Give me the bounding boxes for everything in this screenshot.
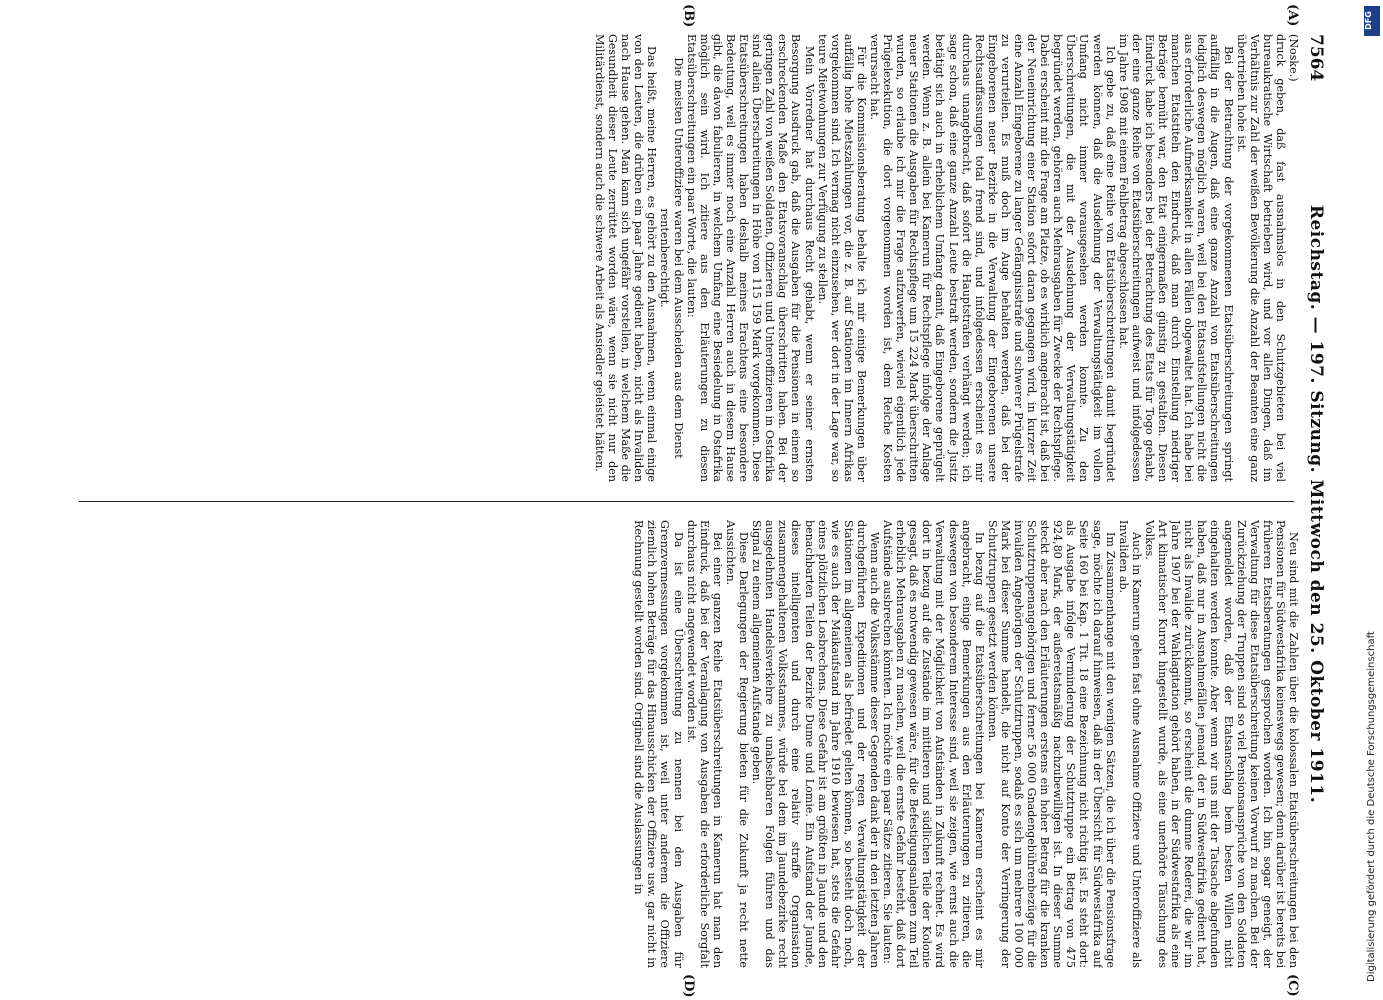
quotation: Die meisten Unteroffiziere waren bei dem Ausscheiden aus dem Dienst rentenberechtigt. [658, 57, 685, 459]
paragraph: Bei der Betrachtung der vorgekommenen Etatsüberschreitungen springt auffällig in die Augen, daß eine ganze Anzahl von Etatsüberschreitungen lediglich deswegen möglich waren, weil bei den Etatsaufstellungen nicht die aus erforderliche Aufmerksamkeit in allen Fällen obgewaltet hat. Ich habe bei manchen Etatstiteln den Eindruck, daß man durch Einstellung niedriger Beträge bemüht war, den Etat einigermaßen günstig zu gestalten. Diesen Eindruck habe ich besonders bei der Betrachtung des Etats für Togo gehabt, der eine ganze Reihe von Etatsüberschreitungen aufweist und infolgedessen im Jahre 1908 mit einem Fehlbetrag abgeschlossen hat. [1116, 34, 1235, 482]
margin-mark-d: (D) [681, 974, 696, 998]
paragraph: Mein Vorredner hat durchaus Recht gehabt, wenn er seiner ernsten Besorgung Ausdruck gab, daß die Ausgaben für die Pensionen in einem so erschreckenden Maße den Etatsvoranschlag überschritten haben. Bei der geringen Zahl von weißen Soldaten, Offizieren und Unteroffizieren in Ostafrika sind allein Überschreitungen in Höhe von 115 159 Mark vorgekommen. Diese Etatsüberschreitungen haben deshalb meines Erachtens eine besondere Bedeutung, weil es immer noch eine Anzahl Herren auch in diesem Hause gibt, die davon fabulieren, in welchem Umfang eine Besiedelung in Ostafrika möglich sein wird. Ich zitiere aus den Erläuterungen zu diesen Etatsüberschreitungen ein paar Worte, die lauten: [684, 34, 816, 482]
paragraph: druck geben, daß fast ausnahmslos in den Schutzgebieten bei viel bureaukratische Wirtschaft betrieben wird, und vor allen Dingen, daß im Verhältnis zur Zahl der weißen Bevölkerung die Anzahl der Beamten eine ganz übertrieben hohe ist. [1234, 34, 1287, 482]
paragraph: Bei einer ganzen Reihe Etatsüberschreitungen in Kamerun hat man den Eindruck, daß bei der Veranlagung von Ausgaben die erforderliche Sorgfalt durchaus nicht angewendet worden ist. [684, 520, 724, 968]
quotation: Wenn auch die Volksstämme dieser Gegenden dank der in den letzten Jahren durchgeführten Expeditionen und der regen Verwaltungstätigkeit der Stationen im allgemeinen als befriedet gelten können, so besteht doch noch, wie es auch der Maikaufstand im Jahre 1910 bewiesen hat, stets die Gefahr eines plötzlichen Losbrechens. Diese Gefahr ist am größten in Jaunde und den benachbarten Teilen der Bezirke Dume und Lomie. Ein Aufstand der Jaunde, dieses intelligenten und durch eine relativ straffe Organisation zusammengehaltenen Volksstammes, würde bei dem im Jaundebezirke recht ausgedehnten Handelsverkehre zu unabsehbaren Folgen führen und das Signal zu einem allgemeinen Aufstande geben. [750, 520, 881, 968]
left-column [70, 34, 1300, 482]
paragraph: Auch in Kamerun gehen fast ohne Ausnahme Offiziere und Unteroffiziere als Invaliden ab. [1116, 520, 1143, 968]
speaker-name: (Noske.) [1287, 34, 1300, 82]
dfg-logo: DFG [1364, 6, 1380, 36]
column-divider [79, 501, 1294, 502]
paragraph: Im Zusammenhange mit den wenigen Sätzen, die ich über die Pensionsfrage sage, möchte ich darauf hinweisen, daß in der Übersicht für Südwestafrika auf Seite 160 bei Kap. 1 Tit. 18 eine Bezeichnung nicht richtig ist. Es steht dort: als Ausgabe infolge Verminderung der Schutztruppe ein Betrag von 475 924,80 Mark, der außeretatsmäßig nachzubewilligen ist. In dieser Summe steckt aber nach den Erläuterungen erstens ein hoher Betrag für die kranken Schutztruppenangehörigen und ferner 56 000 Gnadengebührenbezüge für die invaliden Angehörigen der Schutztruppen, sodaß es sich um mehrere 100 000 Mark bei dieser Summe handelt, die nicht auf Konto der Verringerung der Schutztruppen gesetzt werden können. [985, 520, 1117, 968]
paragraph: Diese Darlegungen der Regierung bieten für die Zukunft ja recht nette Aussichten. [723, 520, 751, 968]
margin-mark-a: (A) [1285, 4, 1300, 27]
paragraph: Das heißt, meine Herren, es gehört zu den Ausnahmen, wenn einmal einige von den Leuten, die drüben ein paar Jahre gedient haben, nicht als Invaliden nach Hause gehen. Man kann sich ungefähr vorstellen, in welchem Maße die Gesundheit dieser Leute zerrüttet worden wäre, wenn sie nicht nur den Militärdienst, sondern auch die schwere Arbeit als Ansiedler geleistet hätten. [593, 34, 659, 482]
page-number: 7564 [1306, 34, 1326, 82]
dfg-credit-text: Digitalisierung gefördert durch die Deutsche Forschungsgemeinschaft [1366, 631, 1377, 982]
right-column [70, 520, 1300, 968]
paragraph: Ich gebe zu, daß eine Reihe von Etatsüberschreitungen damit begründet werden können, daß die Ausdehnung der Verwaltungstätigkeit im vollen Umfang nicht immer vorausgesehen werden konnte. Zu den Überschreitungen, die mit der Ausdehnung der Verwaltungstätigkeit begründet werden, gehören auch Mehrausgaben für Zwecke der Rechtspflege. Dabei erscheint mir die Frage am Platze, ob es wirklich angebracht ist, daß bei der Neueinrichtung einer Station sofort daran gegangen wird, in kurzer Zeit eine Anzahl Eingeborene zu langer Gefängnisstrafe und schwerer Prügelstrafe zu verurteilen. Es muß doch im Auge behalten werden, daß bei der Eingeborenen neuer Bezirke in die Verwaltung der Eingeborenen unsere Rechtsauffassungen total fremd sind, und infolgedessen erscheint es mir durchaus unangebracht, daß sofort die Hauptstrafen verhängt werden; ich sage schon, daß eine ganze Anzahl Leute bestraft werden, sondern die Justiz betätigt sich auch in erheblichem Umfang damit, daß Eingeborene geprügelt werden. Wenn z. B. allein bei Kamerun für Rechtspflege infolge der Anlage neuer Stationen die Ausgaben für Rechtspflege um 15 224 Mark überschritten wurden, so erlaube ich mir die Frage aufzuwerfen, wieviel eigentlich jede Prügelexekution, die dort vorgenommen worden ist, dem Reiche Kosten verursacht hat. [868, 34, 1117, 482]
paragraph: In bezug auf die Etatsüberschreitungen bei Kamerun erscheint es mir angebracht, einige Bemerkungen aus den Erläuterungen zu zitieren, die deswegen von besonderem Interesse sind, weil sie zeigen, wie ernst auch die Verwaltung mit der Möglichkeit von Aufständen in Zukunft rechnet. Es wird dort in bezug auf die Zustände im mittleren und südlichen Teile der Kolonie gesagt, daß es notwendig gewesen wäre, für die Befestigungsanlagen zum Teil erheblich Mehrausgaben zu machen, weil die ernste Gefahr besteht, daß dort Aufstände ausbrechen könnten. Ich möchte ein paar Sätze zitieren. Sie lauten: [881, 520, 986, 968]
page-header-title: Reichstag. — 197. Sitzung. Mittwoch den 25. Oktober 1911. [1306, 204, 1326, 804]
paragraph: Für die Kommissionsberatung behalte ich mir einige Bemerkungen über auffällig hohe Mietszahlungen vor, die z. B. auf Stationen im Innern Afrikas vorgekommen sind. Ich vermag nicht einzusehen, wer dort in der Lage war, so teure Mietwohnungen zur Verfügung zu stellen. [815, 34, 868, 482]
margin-mark-c: (C) [1285, 974, 1300, 997]
paragraph: Da ist eine Überschreitung zu nennen bei den Ausgaben für Grenzvermessungen vorgekommen ist, weil unter anderem die Offiziere ziemlich hohen Beträge für das Hinausschicken der Offiziere usw. gar nicht in Rechnung gestellt worden sind. Originell sind die Auslassungen in [632, 520, 685, 968]
margin-mark-b: (B) [681, 4, 696, 28]
page-content [66, 4, 1326, 998]
paragraph: Neu sind mit die Zahlen über die kolossalen Etatsüberschreitungen bei den Pensionen für Südwestafrika keineswegs gewesen; denn darüber ist bereits bei früheren Etatsberatungen gesprochen worden. Ich bin sogar geneigt, der Verwaltung für diese Etatsüberschreitung keinen Vorwurf zu machen. Bei der Zurückziehung der Truppen sind so viel Pensionsansprüche von den Soldaten angemeldet worden, daß der Etatsanschlag beim besten Willen nicht eingehalten werden konnte. Aber wenn wir uns mit der Tatsache abgefunden haben, daß nur in Ausnahmefällen jemand, der in Südwestafrika gedient hat, nicht als Invalide zurückkommt, so erscheint die dumme Rederei, die wir im Jahre 1907 bei der Wahlagitation gehört haben, in der Südwestafrika als eine Art klimatischer Kurort hingestellt wurde, als eine unerhörte Täuschung des Volkes. [1142, 520, 1300, 968]
